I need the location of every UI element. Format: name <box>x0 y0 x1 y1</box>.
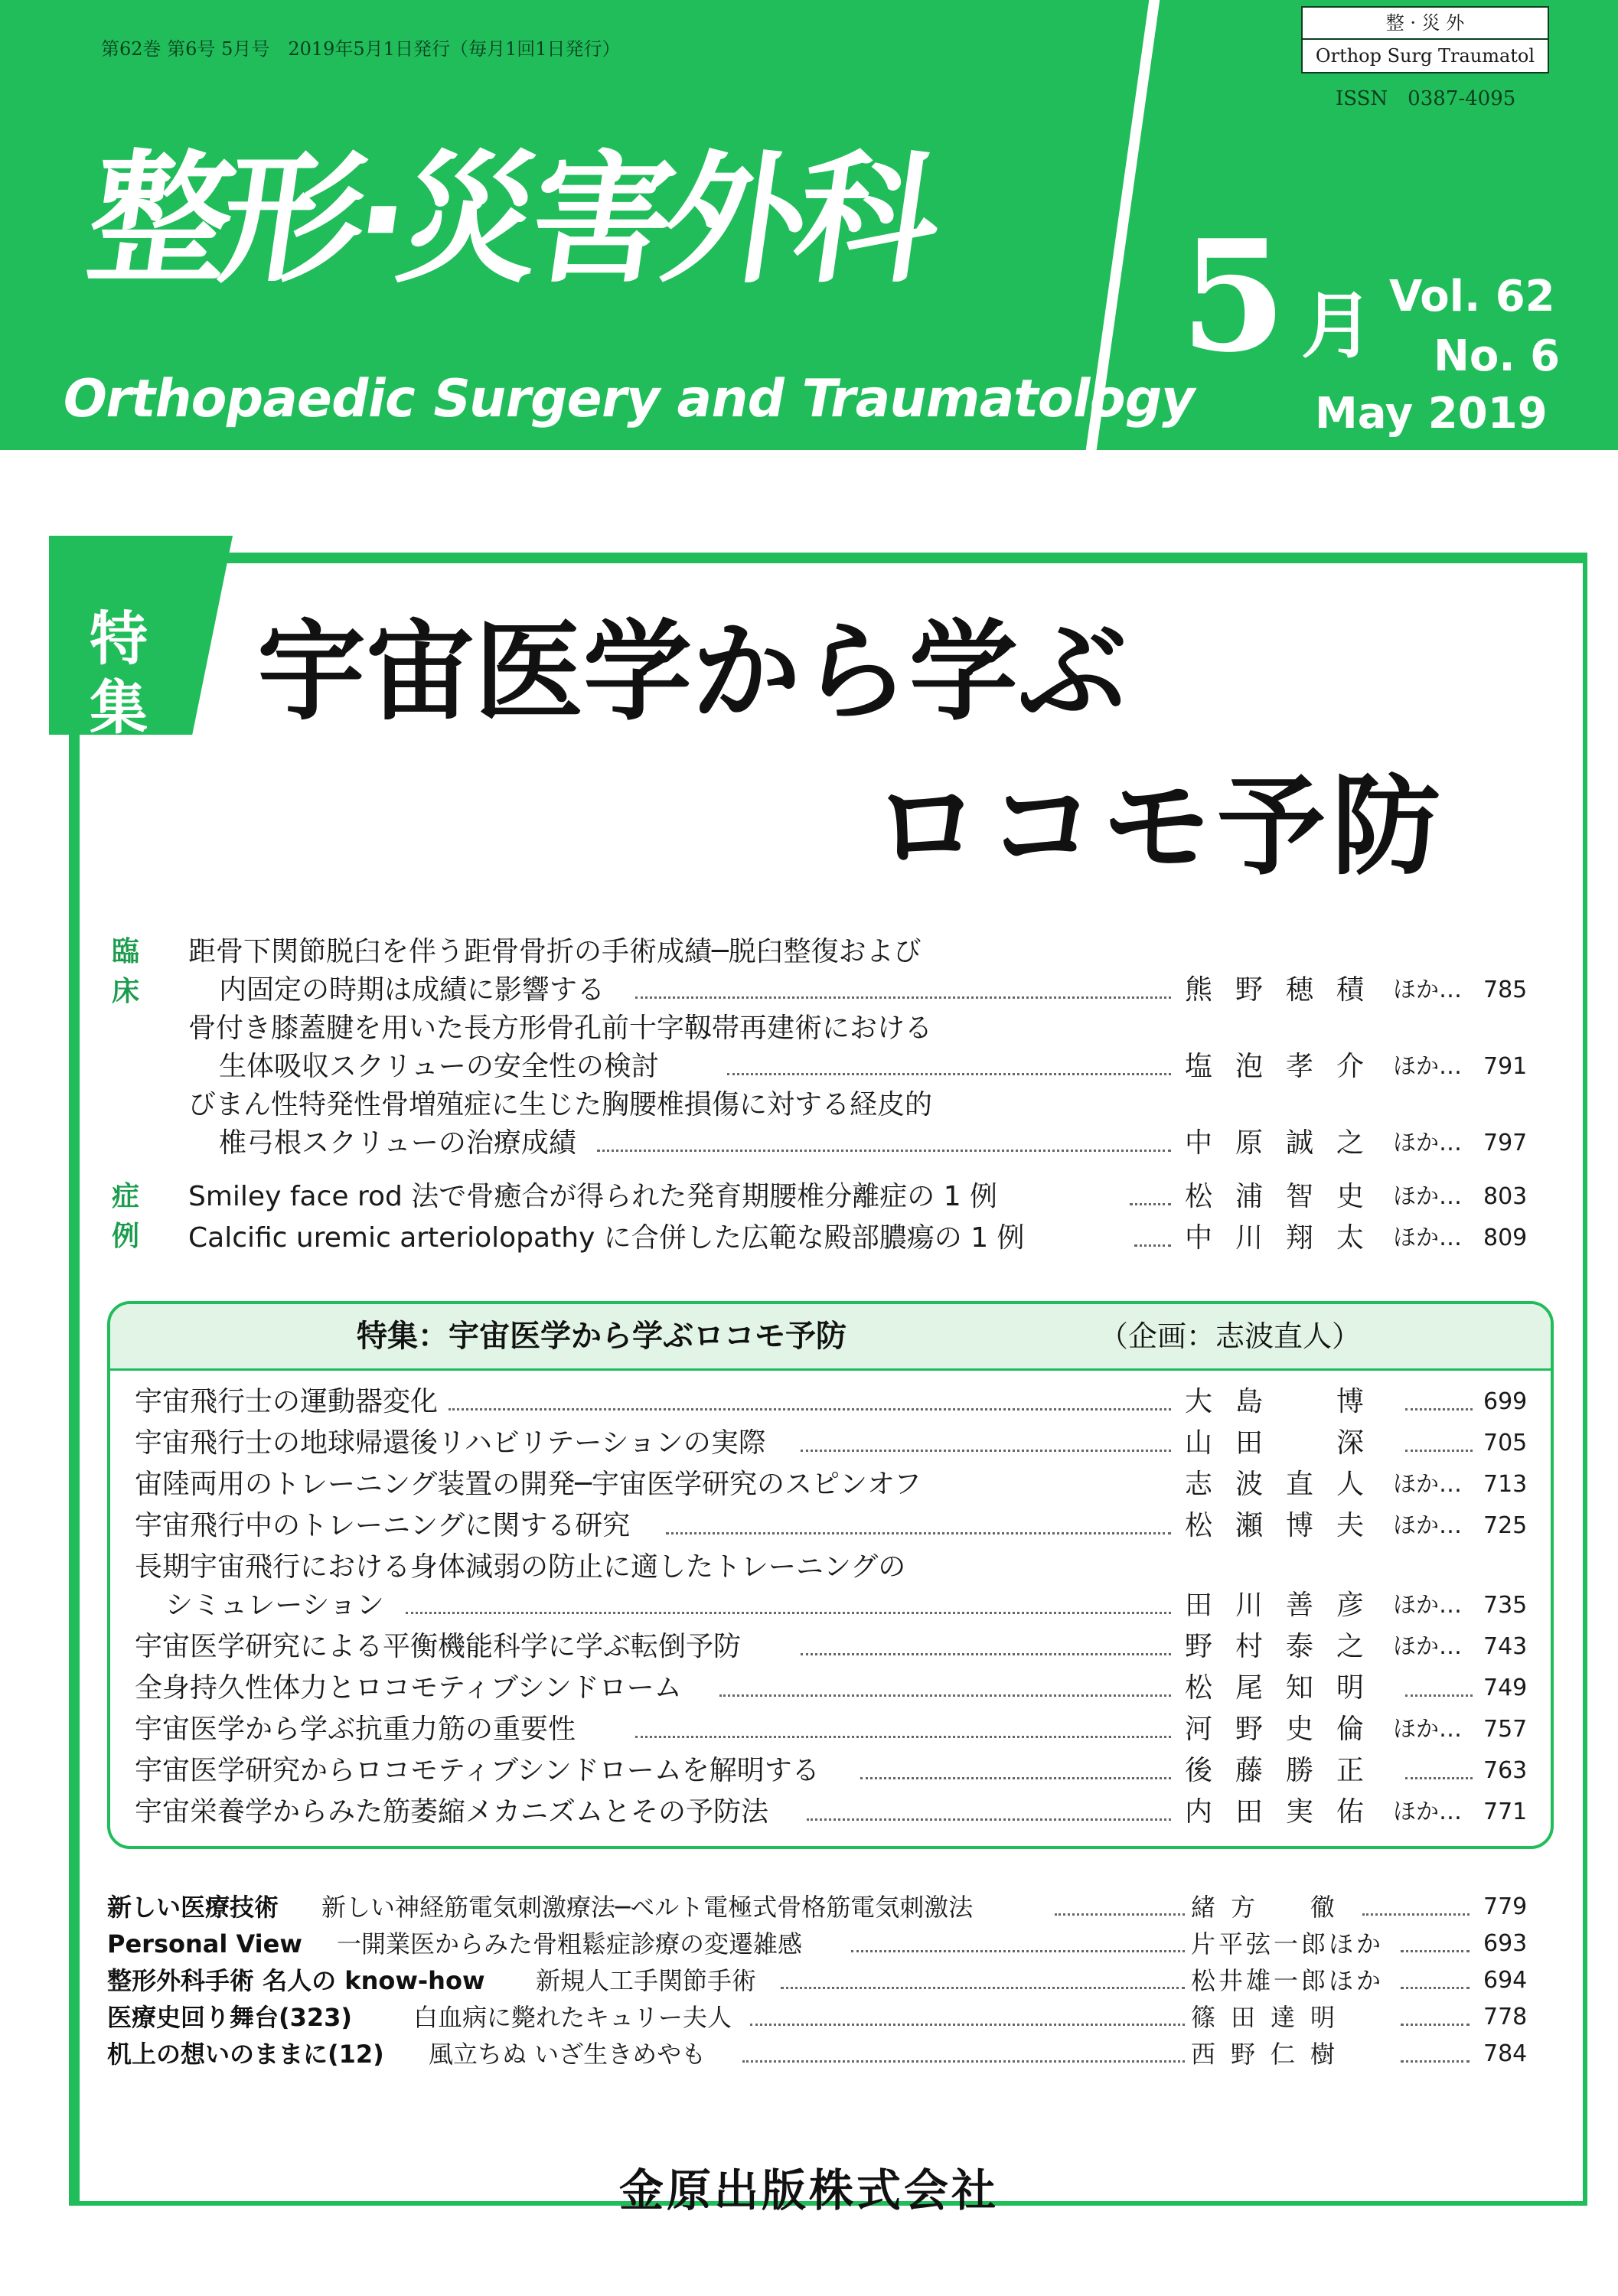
column-category: 医療史回り舞台(323) <box>107 2003 353 2032</box>
feature-item-author: 山田 深 <box>1185 1427 1388 1459</box>
article-title: びまん性特発性骨増殖症に生じた胸腰椎損傷に対する経皮的 <box>188 1089 933 1120</box>
column-category: 机上の想いのままに(12) <box>107 2040 384 2069</box>
column-page: 693 <box>1483 1930 1528 1957</box>
feature-item-title: 宇宙医学研究からロコモティブシンドロームを解明する <box>135 1755 820 1786</box>
feature-item-page: 763 <box>1483 1757 1528 1784</box>
feature-item-etal: ほか… <box>1393 1799 1462 1825</box>
leader-dots <box>1055 1913 1185 1916</box>
article-author: 中原誠之 <box>1185 1127 1388 1159</box>
leader-dots <box>727 1073 1171 1075</box>
column-category: 新しい医療技術 <box>107 1893 279 1922</box>
publisher-name: 金原出版株式会社 <box>618 2164 999 2216</box>
article-title: 距骨下関節脱臼を伴う距骨骨折の手術成績─脱臼整復および <box>188 936 922 967</box>
leader-dots <box>635 996 1171 999</box>
leader-dots <box>449 1408 1171 1411</box>
issn: ISSN 0387-4095 <box>1336 87 1516 110</box>
leader-dots <box>1401 1950 1470 1952</box>
article-title-cont: 椎弓根スクリューの治療成績 <box>219 1127 576 1159</box>
column-author: 片平弦一郎ほか <box>1191 1929 1385 1958</box>
leader-dots <box>1401 1987 1470 1989</box>
feature-item-title: 宇宙飛行士の運動器変化 <box>135 1386 439 1417</box>
leader-dots <box>1362 1913 1470 1916</box>
feature-item-title-cont: シミュレーション <box>165 1590 384 1621</box>
article-etal: ほか… <box>1393 1225 1462 1251</box>
leader-dots <box>801 1450 1171 1452</box>
article-title-cont: 生体吸収スクリューの安全性の検討 <box>219 1051 659 1082</box>
journal-title-jp: 整形·災害外科 <box>78 137 941 302</box>
feature-item-page: 757 <box>1483 1716 1528 1743</box>
feature-item-title: 宇宙医学研究による平衡機能科学に学ぶ転倒予防 <box>135 1631 742 1662</box>
leader-dots <box>597 1150 1171 1152</box>
feature-item-page: 699 <box>1483 1388 1528 1415</box>
feature-item-page: 749 <box>1483 1675 1528 1701</box>
issue-month-number: 5 <box>1180 207 1287 386</box>
feature-item-author: 志波直人 <box>1185 1469 1388 1500</box>
feature-item-title: 宇宙医学から学ぶ抗重力筋の重要性 <box>135 1714 576 1745</box>
issue-line: 第62巻 第6号 5月号 2019年5月1日発行（毎月1回1日発行） <box>101 38 621 60</box>
column-title: 風立ちぬ いざ生きめやも <box>429 2040 706 2069</box>
abbr-jp: 整 · 災 外 <box>1303 8 1548 40</box>
column-title: 新しい神経筋電気刺激療法─ベルト電極式骨格筋電気刺激法 <box>321 1893 974 1922</box>
column-page: 784 <box>1483 2040 1528 2067</box>
article-author: 熊野穂積 <box>1185 974 1388 1006</box>
feature-item-title: 宇宙飛行士の地球帰還後リハビリテーションの実際 <box>135 1427 766 1459</box>
feature-item-page: 743 <box>1483 1633 1528 1660</box>
leader-dots <box>851 1950 1185 1952</box>
article-title: 骨付き膝蓋腱を用いた長方形骨孔前十字靱帯再建術における <box>188 1013 933 1044</box>
article-etal: ほか… <box>1393 1130 1462 1156</box>
feature-item-title: 全身持久性体力とロコモティブシンドローム <box>135 1672 682 1704</box>
issue-month-kanji: 月 <box>1301 285 1374 368</box>
article-author: 塩泡孝介 <box>1185 1051 1388 1082</box>
column-page: 779 <box>1483 1893 1528 1920</box>
journal-abbreviation-box <box>1301 6 1549 73</box>
feature-item-title: 長期宇宙飛行における身体減弱の防止に適したトレーニングの <box>135 1551 906 1583</box>
column-category: 整形外科手術 名人の know-how <box>107 1966 485 1995</box>
article-author: 中川翔太 <box>1185 1222 1388 1254</box>
article-page: 797 <box>1483 1130 1528 1156</box>
leader-dots <box>1401 2060 1470 2063</box>
leader-dots <box>1130 1203 1171 1205</box>
feature-item-page: 771 <box>1483 1799 1528 1825</box>
leader-dots <box>406 1612 1171 1614</box>
feature-item-etal: ほか… <box>1393 1471 1462 1498</box>
article-etal: ほか… <box>1393 977 1462 1003</box>
leader-dots <box>860 1777 1171 1779</box>
article-title: Smiley face rod 法で骨癒合が得られた発育期腰椎分離症の 1 例 <box>188 1181 998 1212</box>
feature-item-author: 松尾知明 <box>1185 1672 1388 1704</box>
column-author: 松井雄一郎ほか <box>1191 1966 1385 1995</box>
feature-list-editor: （企画：志波直人） <box>1099 1319 1362 1353</box>
leader-dots <box>719 1694 1171 1697</box>
feature-item-title: 宇宙栄養学からみた筋萎縮メカニズムとその予防法 <box>135 1796 769 1828</box>
column-title: 一開業医からみた骨粗鬆症診療の変遷雑感 <box>337 1929 803 1958</box>
article-page: 803 <box>1483 1183 1528 1210</box>
article-page: 785 <box>1483 977 1528 1003</box>
feature-item-author: 河野史倫 <box>1185 1714 1388 1745</box>
feature-item-author: 後藤勝正 <box>1185 1755 1388 1786</box>
feature-title-line1: 宇宙医学から学ぶ <box>257 609 1127 735</box>
leader-dots <box>750 2024 1185 2026</box>
feature-item-etal: ほか… <box>1393 1716 1462 1743</box>
leader-dots <box>807 1818 1171 1821</box>
leader-dots <box>666 1532 1171 1534</box>
issue-date: May 2019 <box>1315 389 1548 439</box>
feature-item-author: 田川善彦 <box>1185 1590 1388 1621</box>
feature-item-title: 宙陸両用のトレーニング装置の開発─宇宙医学研究のスピンオフ <box>135 1469 922 1500</box>
leader-dots <box>1405 1408 1473 1411</box>
article-title: Calcific uremic arteriolopathy に合併した広範な殿部膿瘍の 1 例 <box>188 1222 1025 1254</box>
feature-item-page: 735 <box>1483 1592 1528 1619</box>
column-title: 白血病に斃れたキュリー夫人 <box>413 2003 732 2032</box>
leader-dots <box>801 1653 1171 1655</box>
leader-dots <box>1405 1777 1473 1779</box>
column-category: Personal View <box>107 1929 302 1958</box>
feature-item-page: 713 <box>1483 1471 1528 1498</box>
feature-item-etal: ほか… <box>1393 1512 1462 1539</box>
abbr-en: Orthop Surg Traumatol <box>1315 45 1535 67</box>
feature-item-author: 大島 博 <box>1185 1386 1388 1417</box>
leader-dots <box>1405 1694 1473 1697</box>
leader-dots <box>1405 1450 1473 1452</box>
feature-list-label: 特集：宇宙医学から学ぶロコモ予防 <box>357 1319 847 1354</box>
feature-item-etal: ほか… <box>1393 1592 1462 1619</box>
article-etal: ほか… <box>1393 1183 1462 1210</box>
article-etal: ほか… <box>1393 1053 1462 1080</box>
leader-dots <box>781 1987 1185 1989</box>
article-page: 809 <box>1483 1225 1528 1251</box>
leader-dots <box>742 2060 1185 2063</box>
journal-title-en: Orthopaedic Surgery and Traumatology <box>57 369 1201 429</box>
volume: Vol. 62 <box>1389 272 1555 321</box>
feature-item-author: 野村泰之 <box>1185 1631 1388 1662</box>
feature-item-page: 705 <box>1483 1430 1528 1456</box>
article-page: 791 <box>1483 1053 1528 1080</box>
issue-number: No. 6 <box>1434 331 1561 381</box>
feature-badge-label: 特集 <box>90 605 148 742</box>
feature-item-author: 松瀬博夫 <box>1185 1510 1388 1541</box>
leader-dots <box>635 1736 1171 1738</box>
article-title-cont: 内固定の時期は成績に影響する <box>219 974 605 1006</box>
feature-item-author: 内田実佑 <box>1185 1796 1388 1828</box>
column-page: 778 <box>1483 2004 1528 2030</box>
feature-item-etal: ほか… <box>1393 1633 1462 1660</box>
column-title: 新規人工手関節手術 <box>536 1966 757 1995</box>
leader-dots <box>1401 2024 1470 2026</box>
column-author: 篠田達明 <box>1191 2003 1351 2032</box>
category-case: 症例 <box>112 1181 140 1252</box>
leader-dots <box>1134 1244 1171 1247</box>
category-clinical: 臨床 <box>112 936 140 1007</box>
column-page: 694 <box>1483 1967 1528 1994</box>
feature-title-line2: ロコモ予防 <box>873 764 1447 890</box>
feature-item-page: 725 <box>1483 1512 1528 1539</box>
column-author: 西野仁樹 <box>1191 2040 1351 2069</box>
column-author: 緒方 徹 <box>1191 1893 1351 1922</box>
article-author: 松浦智史 <box>1185 1181 1388 1212</box>
feature-item-title: 宇宙飛行中のトレーニングに関する研究 <box>135 1510 631 1541</box>
